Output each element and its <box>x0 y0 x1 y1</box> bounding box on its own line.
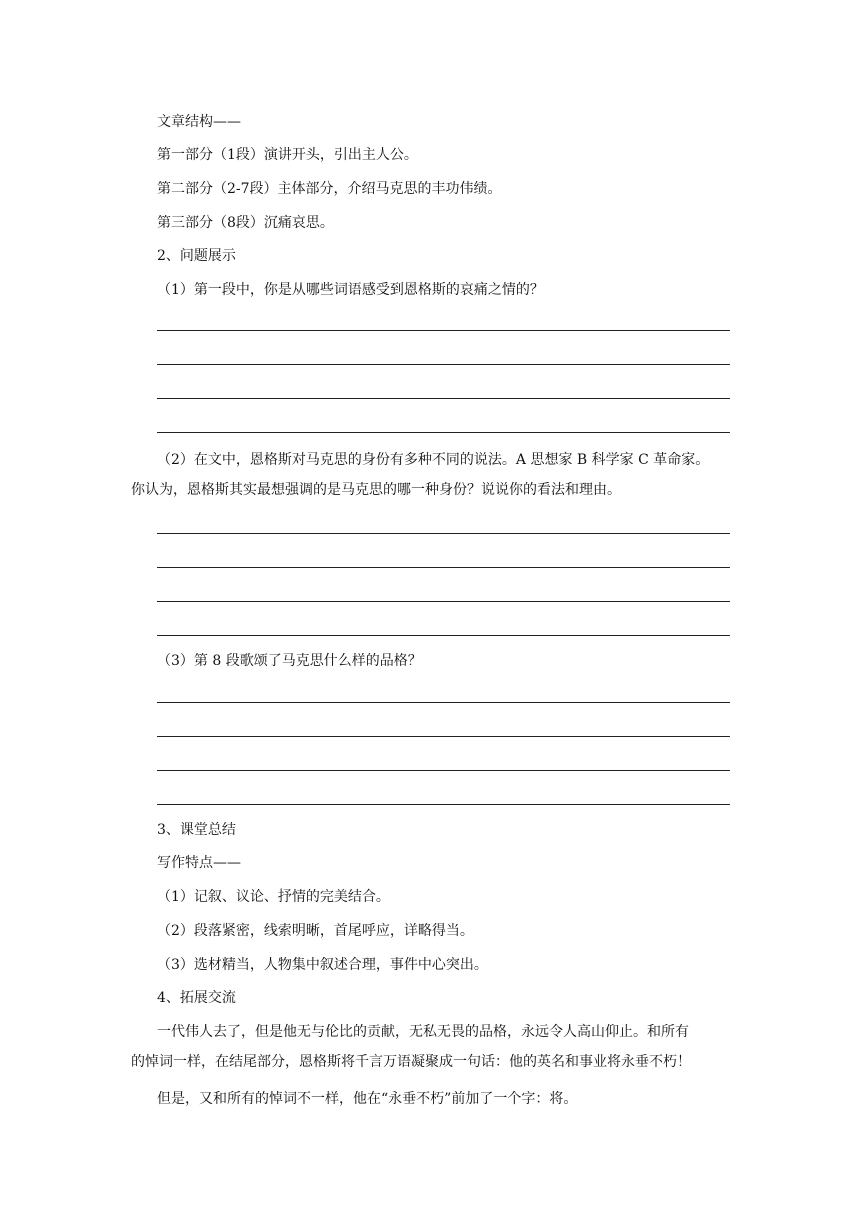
answer-line <box>157 398 730 399</box>
feature-2: （2）段落紧密，线索明晰，首尾呼应，详略得当。 <box>157 923 474 939</box>
answer-line <box>157 736 730 737</box>
writing-features-heading: 写作特点—— <box>157 855 241 871</box>
answer-line <box>157 567 730 568</box>
answer-line <box>157 601 730 602</box>
answer-line <box>157 533 730 534</box>
answer-line <box>157 364 730 365</box>
question-2-line-1: （2）在文中，恩格斯对马克思的身份有多种不同的说法。A 思想家 B 科学家 C 革命家。 <box>157 452 710 468</box>
structure-heading: 文章结构—— <box>157 114 241 130</box>
extension-paragraph-1-line-2: 的悼词一样，在结尾部分，恩格斯将千言万语凝聚成一句话：他的英名和事业将永垂不朽！ <box>131 1054 691 1070</box>
structure-part-2: 第二部分（2-7段）主体部分，介绍马克思的丰功伟绩。 <box>157 181 502 197</box>
structure-part-1: 第一部分（1段）演讲开头，引出主人公。 <box>157 147 418 163</box>
extension-paragraph-2: 但是，又和所有的悼词不一样，他在“永垂不朽”前加了一个字：将。 <box>157 1091 578 1107</box>
answer-line <box>157 702 730 703</box>
extension-paragraph-1 <box>131 1017 731 1077</box>
section-3-title: 3、课堂总结 <box>157 822 236 838</box>
feature-3: （3）选材精当，人物集中叙述合理，事件中心突出。 <box>157 957 488 973</box>
answer-line <box>157 432 730 433</box>
answer-line <box>157 804 730 805</box>
answer-line <box>157 635 730 636</box>
extension-paragraph-1-line-1: 一代伟人去了，但是他无与伦比的贡献，无私无畏的品格，永远令人高山仰止。和所有 <box>157 1024 689 1040</box>
feature-1: （1）记叙、议论、抒情的完美结合。 <box>157 889 390 905</box>
question-2 <box>131 445 731 505</box>
question-3: （3）第 8 段歌颂了马克思什么样的品格？ <box>157 653 422 669</box>
structure-part-3: 第三部分（8段）沉痛哀思。 <box>157 215 334 231</box>
question-1: （1）第一段中，你是从哪些词语感受到恩格斯的哀痛之情的？ <box>157 282 544 298</box>
section-4-title: 4、拓展交流 <box>157 990 236 1006</box>
answer-line <box>157 770 730 771</box>
question-2-line-2: 你认为，恩格斯其实最想强调的是马克思的哪一种身份？说说你的看法和理由。 <box>131 482 621 498</box>
section-2-title: 2、问题展示 <box>157 248 236 264</box>
answer-line <box>157 330 730 331</box>
